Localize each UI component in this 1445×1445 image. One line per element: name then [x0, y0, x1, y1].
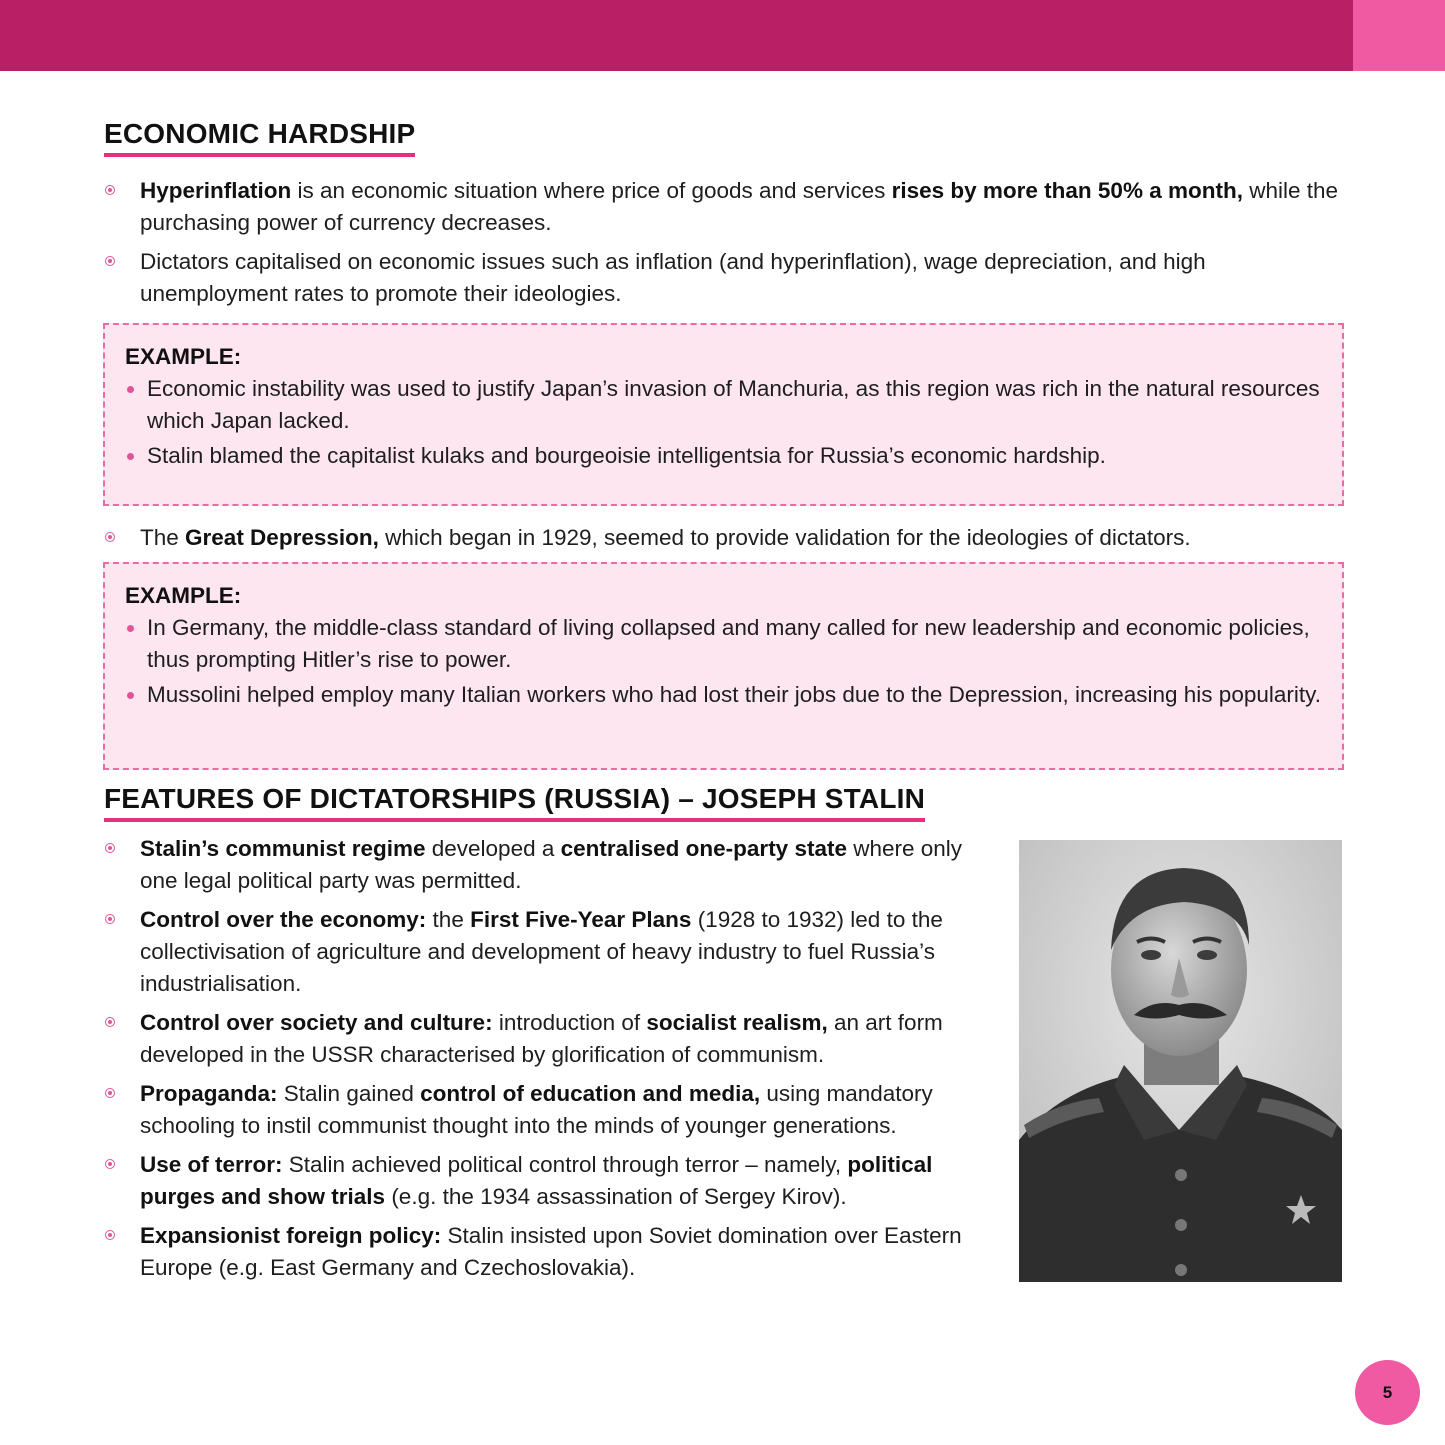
list-item: Stalin’s communist regime developed a centralised one-party state where only one legal political party was permitted. — [104, 833, 974, 897]
header-bar-accent — [1353, 0, 1445, 71]
list-item: Dictators capitalised on economic issues such as inflation (and hyperinflation), wage depreciation, and high unemployment rates to promote their ideologies. — [104, 246, 1344, 310]
economic-bullet-list — [104, 175, 1344, 317]
example-label: EXAMPLE: — [125, 583, 242, 608]
economic-bullet-list-2 — [104, 522, 1344, 561]
header-bar — [0, 0, 1353, 71]
example-box — [103, 562, 1344, 770]
list-item: In Germany, the middle-class standard of living collapsed and many called for new leadership and economic policies, thus prompting Hitler’s rise to power. — [125, 612, 1322, 676]
list-item: Mussolini helped employ many Italian workers who had lost their jobs due to the Depression, increasing his popularity. — [125, 679, 1322, 711]
bullet-dot-icon — [127, 386, 134, 393]
bullet-marker-icon — [105, 1017, 115, 1027]
list-item: The Great Depression, which began in 1929, seemed to provide validation for the ideologies of dictators. — [104, 522, 1344, 554]
example-list — [125, 612, 1322, 711]
example-box — [103, 323, 1344, 506]
example-label: EXAMPLE: — [125, 344, 242, 369]
section-heading-economic-hardship: ECONOMIC HARDSHIP — [104, 118, 415, 157]
bullet-marker-icon — [105, 1230, 115, 1240]
bullet-marker-icon — [105, 256, 115, 266]
bullet-marker-icon — [105, 1088, 115, 1098]
list-item: Use of terror: Stalin achieved political control through terror – namely, political purges and show trials (e.g. the 1934 assassination of Sergey Kirov). — [104, 1149, 974, 1213]
list-item: Hyperinflation is an economic situation where price of goods and services rises by more than 50% a month, while the purchasing power of currency decreases. — [104, 175, 1344, 239]
bullet-dot-icon — [127, 692, 134, 699]
list-item: Control over the economy: the First Five-Year Plans (1928 to 1932) led to the collectivisation of agriculture and development of heavy industry to fuel Russia’s industrialisation. — [104, 904, 974, 1000]
list-item: Expansionist foreign policy: Stalin insisted upon Soviet domination over Eastern Europe (e.g. East Germany and Czechoslovakia). — [104, 1220, 974, 1284]
bullet-marker-icon — [105, 1159, 115, 1169]
bullet-marker-icon — [105, 843, 115, 853]
page-number-badge: 5 — [1355, 1360, 1420, 1425]
features-bullet-list — [104, 833, 974, 1291]
list-item: Stalin blamed the capitalist kulaks and bourgeoisie intelligentsia for Russia’s economic hardship. — [125, 440, 1322, 472]
bullet-marker-icon — [105, 914, 115, 924]
list-item: Economic instability was used to justify Japan’s invasion of Manchuria, as this region was rich in the natural resources which Japan lacked. — [125, 373, 1322, 437]
bullet-dot-icon — [127, 625, 134, 632]
bullet-dot-icon — [127, 453, 134, 460]
example-list — [125, 373, 1322, 472]
portrait-illustration — [1019, 840, 1342, 1282]
section-heading-features: FEATURES OF DICTATORSHIPS (RUSSIA) – JOSEPH STALIN — [104, 783, 925, 822]
stalin-portrait-photo — [1019, 840, 1342, 1282]
bullet-marker-icon — [105, 185, 115, 195]
list-item: Control over society and culture: introduction of socialist realism, an art form developed in the USSR characterised by glorification of communism. — [104, 1007, 974, 1071]
list-item: Propaganda: Stalin gained control of education and media, using mandatory schooling to instil communist thought into the minds of younger generations. — [104, 1078, 974, 1142]
bullet-marker-icon — [105, 532, 115, 542]
